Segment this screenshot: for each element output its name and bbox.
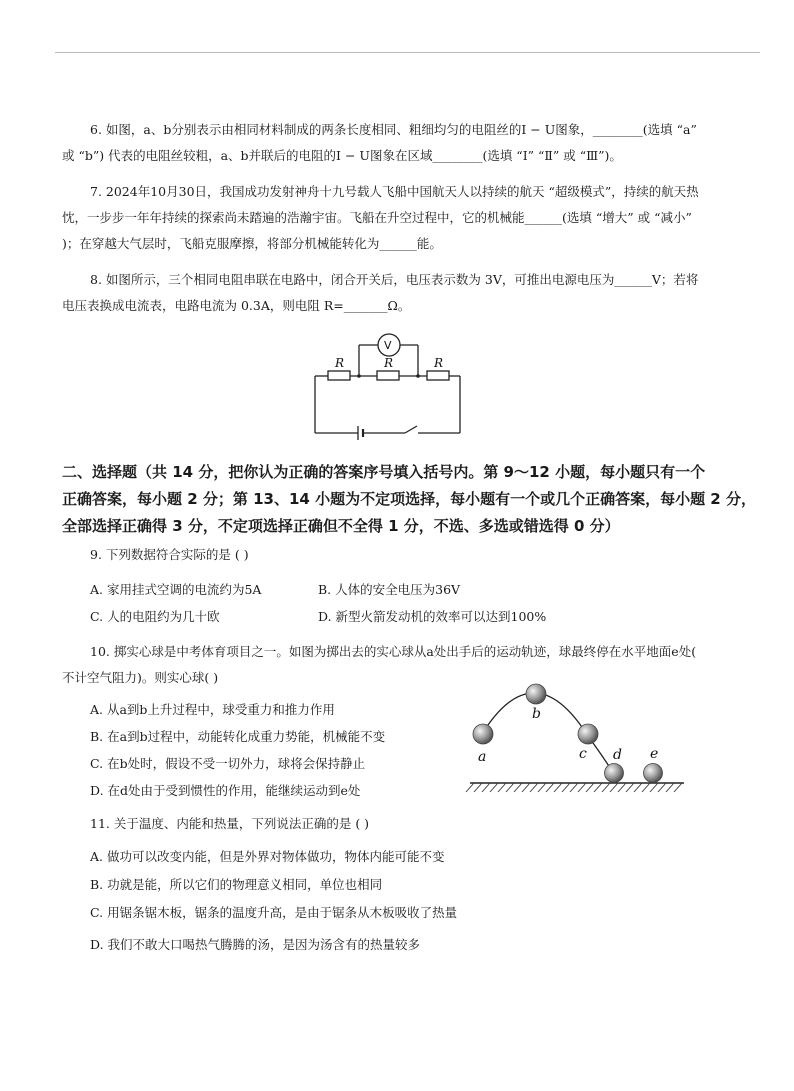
ball-c — [578, 724, 598, 744]
resistor-2 — [377, 371, 399, 380]
q8-line1: 8. 如图所示，三个相同电阻串联在电路中，闭合开关后，电压表示数为 3V，可推出电源电压为______V；若将 — [90, 272, 699, 287]
ball-label-d: d — [613, 747, 622, 763]
q10-option-b: B. 在a到b过程中，动能转化成重力势能，机械能不变 — [90, 729, 386, 744]
q11-option-a: A. 做功可以改变内能，但是外界对物体做功，物体内能可能不变 — [90, 849, 445, 864]
resistor-1 — [328, 371, 350, 380]
q11-stem: 11. 关于温度、内能和热量，下列说法正确的是 ( ) — [90, 816, 370, 831]
resistor-label-1: R — [335, 356, 345, 370]
ball-e — [644, 764, 663, 783]
q7-line1: 7. 2024年10月30日，我国成功发射神舟十九号载人飞船中国航天人以持续的航天 “超级模式”，持续的航天热 — [90, 184, 699, 199]
section2-line1: 二、选择题（共 14 分，把你认为正确的答案序号填入括号内。第 9～12 小题，每小题只有一个 — [62, 463, 706, 481]
voltmeter-label: V — [384, 339, 392, 352]
ball-label-e: e — [650, 746, 659, 762]
resistor-label-3: R — [434, 356, 444, 370]
q9-option-d: D. 新型火箭发动机的效率可以达到100% — [318, 609, 547, 624]
q8-line2: 电压表换成电流表，电路电流为 0.3A，则电阻 R=_______Ω。 — [62, 298, 411, 313]
resistor-3 — [427, 371, 449, 380]
ball-a — [473, 724, 493, 744]
circuit-diagram — [305, 330, 475, 442]
q11-option-b: B. 功就是能，所以它们的物理意义相同，单位也相同 — [90, 877, 383, 892]
q9-option-b: B. 人体的安全电压为36V — [318, 582, 461, 597]
switch-lever — [405, 426, 417, 433]
q9-option-a: A. 家用挂式空调的电流约为5A — [90, 582, 262, 597]
q7-line2: 忱，一步步一年年持续的探索尚未踏遍的浩瀚宇宙。飞船在升空过程中，它的机械能______(选填 “增大” 或 “减小” — [62, 210, 692, 225]
section2-line3: 全部选择正确得 3 分，不定项选择正确但不全得 1 分，不选、多选或错选得 0 分） — [62, 517, 620, 535]
ball-trajectory-diagram — [462, 676, 692, 800]
q10-line1: 10. 掷实心球是中考体育项目之一。如图为掷出去的实心球从a处出手后的运动轨迹，球最终停在水平地面e处( — [90, 644, 697, 659]
q10-option-c: C. 在b处时，假设不受一切外力，球将会保持静止 — [90, 756, 366, 771]
q6-line1: 6. 如图，a、b分别表示由相同材料制成的两条长度相同、粗细均匀的电阻丝的I − U图象，________(选填 “a” — [90, 122, 697, 137]
q9-stem: 9. 下列数据符合实际的是 ( ) — [90, 547, 249, 562]
section2-line2: 正确答案，每小题 2 分；第 13、14 小题为不定项选择，每小题有一个或几个正确答案，每小题 2 分， — [62, 490, 756, 508]
q11-option-c: C. 用锯条锯木板，锯条的温度升高，是由于锯条从木板吸收了热量 — [90, 905, 458, 920]
q7-line3: )；在穿越大气层时，飞船克服摩擦，将部分机械能转化为______能。 — [62, 236, 442, 251]
header-rule — [55, 52, 760, 53]
ball-d — [605, 764, 624, 783]
q10-line2: 不计空气阻力)。则实心球( ) — [62, 670, 219, 685]
ball-label-a: a — [478, 749, 487, 765]
ball-b — [526, 684, 546, 704]
resistor-label-2: R — [384, 356, 394, 370]
q10-option-d: D. 在d处由于受到惯性的作用，能继续运动到e处 — [90, 783, 361, 798]
q9-option-c: C. 人的电阻约为几十欧 — [90, 609, 220, 624]
ball-label-c: c — [579, 746, 587, 762]
q11-option-d: D. 我们不敢大口喝热气腾腾的汤，是因为汤含有的热量较多 — [90, 937, 421, 952]
q10-option-a: A. 从a到b上升过程中，球受重力和推力作用 — [90, 702, 335, 717]
q6-line2: 或 “b”) 代表的电阻丝较粗，a、b并联后的电阻的I − U图象在区域________(选填 “Ⅰ” “Ⅱ” 或 “Ⅲ”)。 — [62, 148, 622, 163]
ball-label-b: b — [532, 706, 541, 722]
ground-hatching — [466, 783, 682, 792]
